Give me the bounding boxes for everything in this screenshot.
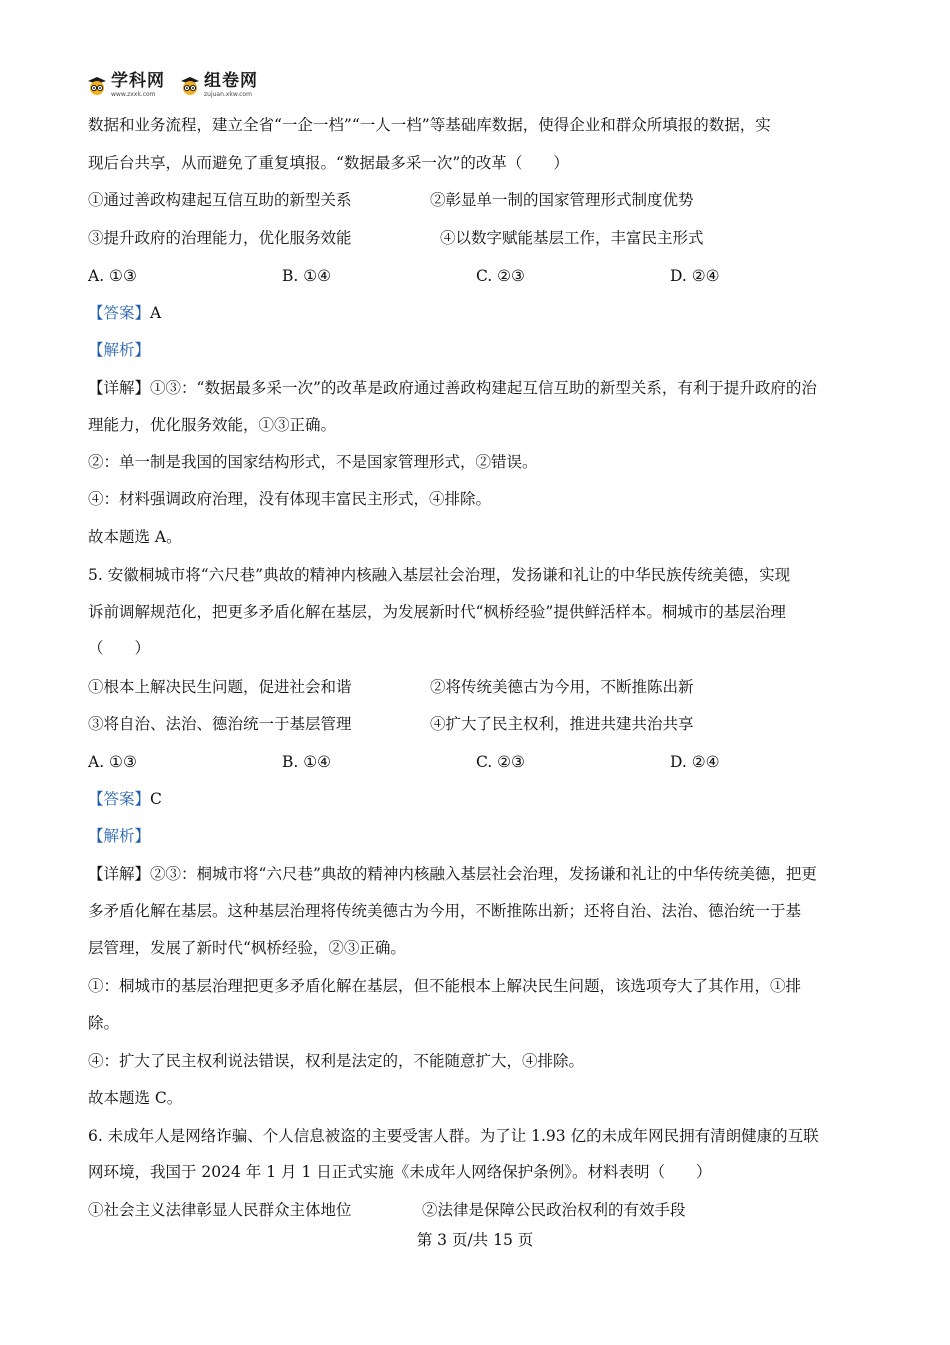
q6-stem-line: 6. 未成年人是网络诈骗、个人信息被盗的主要受害人群。为了让 1.93 亿的未成年网民拥有清朗健康的互联 bbox=[88, 1127, 819, 1145]
logo-zujuanwang bbox=[179, 70, 258, 98]
q4-analysis bbox=[88, 340, 150, 360]
q5-statement: ②将传统美德古为今用，不断推陈出新 bbox=[430, 678, 694, 696]
q5-choice-d: D. ②④ bbox=[670, 753, 720, 771]
detail-text: ①③：“数据最多采一次”的改革是政府通过善政构建起互信互助的新型关系，有利于提升政府的治 bbox=[150, 379, 817, 397]
q5-detail-line: 多矛盾化解在基层。这种基层治理将传统美德古为今用，不断推陈出新；还将自治、法治、德治统一于基 bbox=[88, 902, 802, 920]
q5-stem-line: 诉前调解规范化，把更多矛盾化解在基层，为发展新时代“枫桥经验”提供鲜活样本。桐城市的基层治理 bbox=[88, 603, 786, 621]
q4-choice-a: A. ①③ bbox=[88, 267, 137, 285]
answer-value: C bbox=[150, 790, 162, 808]
q5-stem-line: 5. 安徽桐城市将“六尺巷”典故的精神内核融入基层社会治理，发扬谦和礼让的中华民族传统美德，实现 bbox=[88, 566, 791, 584]
page-number: 第 3 页/共 15 页 bbox=[416, 1231, 534, 1249]
answer-tag: 【答案】 bbox=[88, 304, 151, 322]
analysis-tag: 【解析】 bbox=[88, 827, 151, 845]
q4-statement: ③提升政府的治理能力，优化服务效能 bbox=[88, 229, 352, 247]
q5-detail-line: ④：扩大了民主权利说法错误，权利是法定的，不能随意扩大，④排除。 bbox=[88, 1052, 585, 1070]
q4-choice-c: C. ②③ bbox=[476, 267, 525, 285]
detail-tag: 【详解】 bbox=[88, 379, 151, 397]
owl-icon bbox=[179, 74, 201, 96]
q5-detail-line bbox=[88, 864, 817, 884]
q4-choice-b: B. ①④ bbox=[282, 267, 332, 285]
q4-detail-line: ④：材料强调政府治理，没有体现丰富民主形式，④排除。 bbox=[88, 490, 492, 508]
logo-url: zujuan.xkw.com bbox=[204, 90, 252, 98]
logo-xuekewang bbox=[86, 70, 165, 98]
q5-choice-c: C. ②③ bbox=[476, 753, 525, 771]
q5-answer bbox=[88, 789, 162, 809]
q4-answer bbox=[88, 303, 161, 323]
detail-text: ②③：桐城市将“六尺巷”典故的精神内核融入基层社会治理，发扬谦和礼让的中华传统美德，把更 bbox=[150, 865, 817, 883]
owl-icon bbox=[86, 74, 108, 96]
analysis-tag: 【解析】 bbox=[88, 341, 151, 359]
q4-detail-line: 理能力，优化服务效能，①③正确。 bbox=[88, 416, 337, 434]
q6-stem-line: 网环境，我国于 2024 年 1 月 1 日正式实施《未成年人网络保护条例》。材料表明（ ） bbox=[88, 1163, 712, 1181]
answer-tag: 【答案】 bbox=[88, 790, 151, 808]
logo-url: www.zxxk.com bbox=[111, 90, 156, 98]
q4-stem-line: 数据和业务流程，建立全省“一企一档”“一人一档”等基础库数据，使得企业和群众所填报的数据，实 bbox=[88, 116, 771, 134]
q4-conclusion: 故本题选 A。 bbox=[88, 528, 182, 546]
q4-statement: ①通过善政构建起互信互助的新型关系 bbox=[88, 191, 352, 209]
detail-tag: 【详解】 bbox=[88, 865, 151, 883]
q5-detail-line: 除。 bbox=[88, 1014, 120, 1032]
q5-detail-line: 层管理，发展了新时代“枫桥经验，②③正确。 bbox=[88, 939, 406, 957]
q4-detail-line bbox=[88, 378, 817, 398]
q5-statement: ③将自治、法治、德治统一于基层管理 bbox=[88, 715, 352, 733]
logo-name: 学科网 bbox=[111, 70, 165, 91]
q4-statement: ④以数字赋能基层工作，丰富民主形式 bbox=[440, 229, 704, 247]
header-logos bbox=[86, 70, 258, 100]
q5-detail-line: ①：桐城市的基层治理把更多矛盾化解在基层，但不能根本上解决民生问题，该选项夸大了其作用，①排 bbox=[88, 977, 802, 995]
q4-statement: ②彰显单一制的国家管理形式制度优势 bbox=[430, 191, 694, 209]
q6-statement: ②法律是保障公民政治权利的有效手段 bbox=[422, 1201, 686, 1219]
q5-choice-a: A. ①③ bbox=[88, 753, 137, 771]
q5-analysis bbox=[88, 826, 150, 846]
answer-value: A bbox=[150, 304, 162, 322]
q5-conclusion: 故本题选 C。 bbox=[88, 1089, 183, 1107]
q6-statement: ①社会主义法律彰显人民群众主体地位 bbox=[88, 1201, 352, 1219]
q5-choice-b: B. ①④ bbox=[282, 753, 332, 771]
q5-statement: ④扩大了民主权利，推进共建共治共享 bbox=[430, 715, 694, 733]
q4-stem-line: 现后台共享，从而避免了重复填报。“数据最多采一次”的改革（ ） bbox=[88, 154, 569, 172]
q4-choice-d: D. ②④ bbox=[670, 267, 720, 285]
logo-name: 组卷网 bbox=[204, 70, 258, 91]
q4-detail-line: ②：单一制是我国的国家结构形式，不是国家管理形式，②错误。 bbox=[88, 453, 538, 471]
q5-stem-line: （ ） bbox=[88, 639, 151, 657]
q5-statement: ①根本上解决民生问题，促进社会和谐 bbox=[88, 678, 352, 696]
